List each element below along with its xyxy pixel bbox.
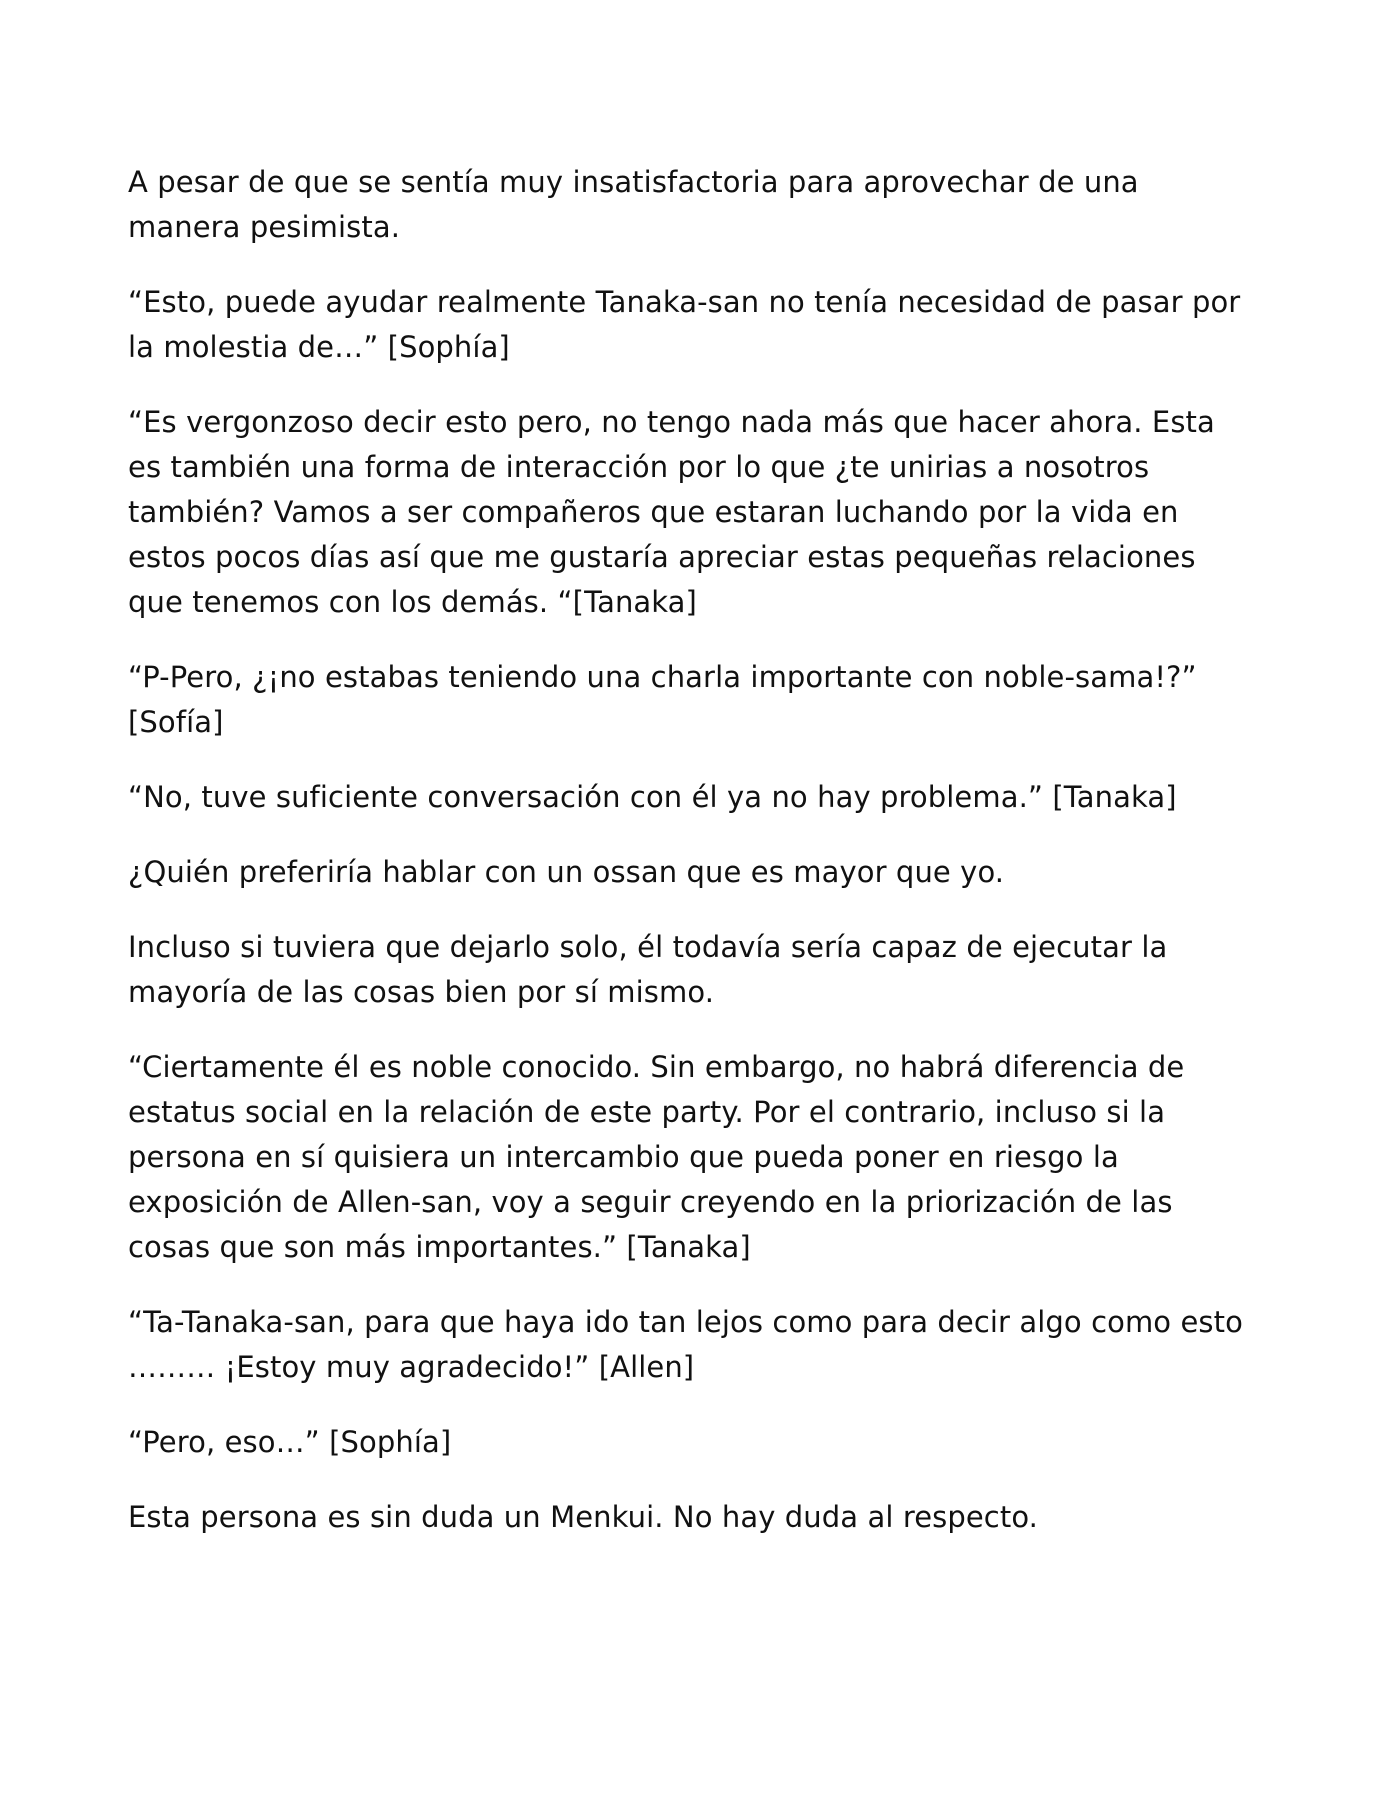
dialogue-paragraph: “Pero, eso…” [Sophía] xyxy=(128,1425,452,1459)
document-body xyxy=(128,160,1250,1540)
dialogue-paragraph: “Esto, puede ayudar realmente Tanaka-san no tenía necesidad de pasar por la molestia de…” [Sophía] xyxy=(128,285,1241,364)
dialogue-paragraph: “Es vergonzoso decir esto pero, no tengo nada más que hacer ahora. Esta es también una forma de interacción por lo que ¿te unirias a nosotros también? Vamos a ser compañeros que estaran luchando por la vida en estos pocos días así que me gustaría apreciar estas pequeñas relaciones que tenemos con los demás. “[Tanaka] xyxy=(128,405,1215,619)
dialogue-paragraph: “Ciertamente él es noble conocido. Sin embargo, no habrá diferencia de estatus social en la relación de este party. Por el contrario, incluso si la persona en sí quisiera un intercambio que pueda poner en riesgo la exposición de Allen-san, voy a seguir creyendo en la priorización de las cosas que son más importantes.” [Tanaka] xyxy=(128,1050,1185,1264)
paragraph: ¿Quién preferiría hablar con un ossan que es mayor que yo. xyxy=(128,855,1005,889)
paragraph: A pesar de que se sentía muy insatisfactoria para aprovechar de una manera pesimista. xyxy=(128,165,1139,244)
dialogue-paragraph: “No, tuve suficiente conversación con él ya no hay problema.” [Tanaka] xyxy=(128,780,1177,814)
dialogue-paragraph: “P-Pero, ¿¡no estabas teniendo una charla importante con noble-sama!?” [Sofía] xyxy=(128,660,1197,739)
dialogue-paragraph: “Ta-Tanaka-san, para que haya ido tan lejos como para decir algo como esto ……… ¡Estoy muy agradecido!” [Allen] xyxy=(128,1305,1243,1384)
paragraph: Incluso si tuviera que dejarlo solo, él todavía sería capaz de ejecutar la mayoría de las cosas bien por sí mismo. xyxy=(128,930,1168,1009)
paragraph: Esta persona es sin duda un Menkui. No hay duda al respecto. xyxy=(128,1500,1038,1534)
